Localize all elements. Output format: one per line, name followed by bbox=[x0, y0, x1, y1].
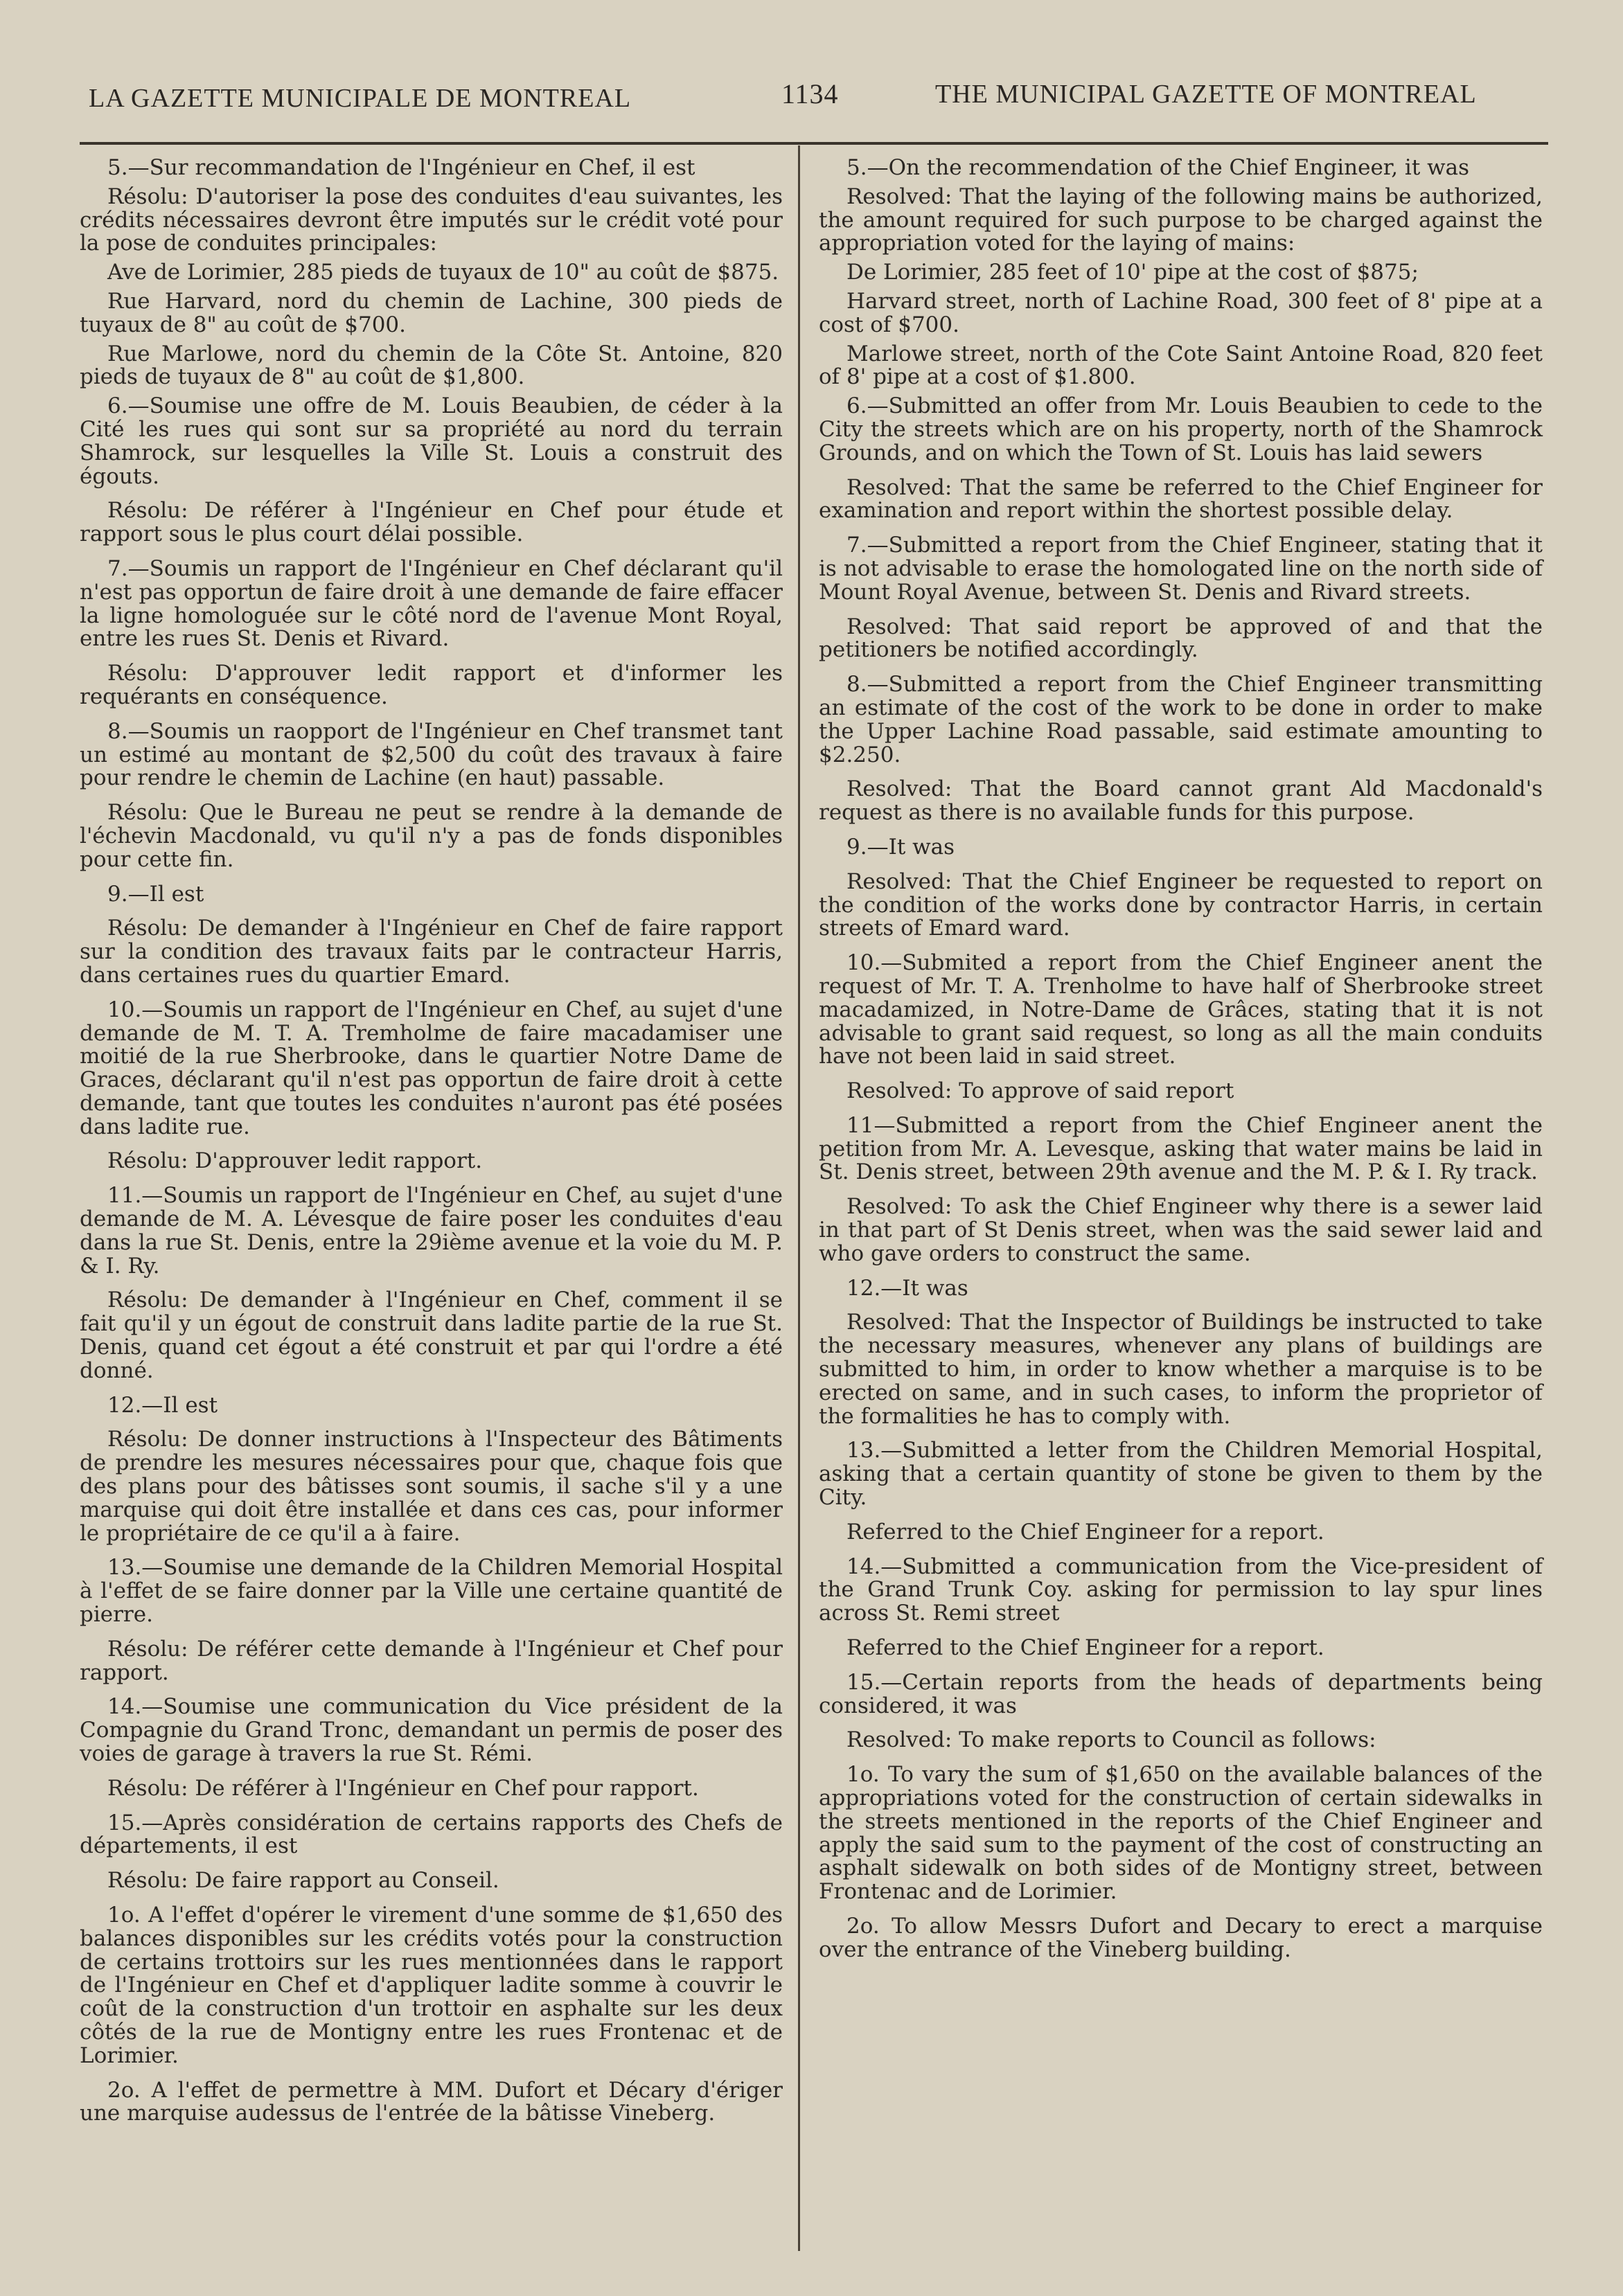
paragraph: Resolved: That the Board cannot grant Ald Macdonald's request as there is no available funds for this purpose. bbox=[819, 776, 1543, 826]
paragraph: Resolved: That the Chief Engineer be requested to report on the condition of the works done by contractor Harris, in certain streets of Emard ward. bbox=[819, 869, 1543, 941]
paragraph: 5.—Sur recommandation de l'Ingénieur en Chef, il est bbox=[107, 155, 695, 180]
paragraph: Résolu: De référer à l'Ingénieur en Chef pour rapport. bbox=[107, 1775, 699, 1801]
paragraph: 9.—It was bbox=[846, 834, 955, 860]
paragraph: 10.—Submited a report from the Chief Engineer anent the request of Mr. T. A. Trenholme to have half of Sherbrooke street macadamized, in Notre-Dame de Grâces, stating that it is not advisable to grant said request, so long as all the main conduits have not been laid in said street. bbox=[819, 950, 1543, 1069]
header-english-title: THE MUNICIPAL GAZETTE OF MONTREAL bbox=[935, 80, 1477, 109]
paragraph: 7.—Soumis un rapport de l'Ingénieur en Chef déclarant qu'il n'est pas opportun de faire droit à une demande de faire effacer la ligne homologuée sur le côté nord de l'avenue Mont Royal, entre les rues St. Denis et Rivard. bbox=[80, 555, 783, 652]
paragraph: 2o. A l'effet de permettre à MM. Dufort et Décary d'ériger une marquise audessus de l'entrée de la bâtisse Vineberg. bbox=[80, 2077, 783, 2126]
paragraph: Resolved: That said report be approved of and that the petitioners be notified accordingly. bbox=[819, 614, 1543, 663]
paragraph: 5.—On the recommendation of the Chief Engineer, it was bbox=[846, 155, 1470, 180]
paragraph: Résolu: De demander à l'Ingénieur en Chef de faire rapport sur la condition des travaux faits par le contracteur Harris, dans certaines rues du quartier Emard. bbox=[80, 916, 783, 988]
header-rule bbox=[80, 142, 1548, 145]
paragraph: Marlowe street, north of the Cote Saint Antoine Road, 820 feet of 8' pipe at a cost of $1.800. bbox=[819, 341, 1543, 390]
paragraph: Résolu: De donner instructions à l'Inspecteur des Bâtiments de prendre les mesures nécessaires pour que, chaque fois que des plans pour des bâtisses sont soumis, il sache s'il y a une marquise qui doit être installée et dans ces cas, pour informer le propriétaire de ce qu'il a à faire. bbox=[80, 1427, 783, 1546]
french-column bbox=[80, 157, 783, 2137]
paragraph: 10.—Soumis un rapport de l'Ingénieur en Chef, au sujet d'une demande de M. T. A. Tremholme de faire macadamiser une moitié de la rue Sherbrooke, dans le quartier Notre Dame de Graces, déclarant qu'il n'est pas opportun de faire droit à cette demande, tant que toutes les conduites n'auront pas été posées dans ladite rue. bbox=[80, 997, 783, 1139]
paragraph: 14.—Submitted a communication from the Vice-president of the Grand Trunk Coy. asking for permission to lay spur lines across St. Remi street bbox=[819, 1554, 1543, 1626]
paragraph: 11—Submitted a report from the Chief Engineer anent the petition from Mr. A. Levesque, asking that water mains be laid in St. Denis street, between 29th avenue and the M. P. & I. Ry track. bbox=[819, 1112, 1543, 1185]
paragraph: 1o. A l'effet d'opérer le virement d'une somme de $1,650 des balances disponibles sur les crédits votés pour la construction de certains trottoirs sur les rues mentionnées dans le rapport de l'Ingénieur en Chef et d'appliquer ladite somme à couvrir le coût de la construction d'un trottoir en asphalte sur les deux côtés de la rue de Montigny entre les rues Frontenac et de Lorimier. bbox=[80, 1903, 783, 2068]
paragraph: Resolved: To approve of said report bbox=[846, 1078, 1234, 1104]
paragraph: 15.—Après considération de certains rapports des Chefs de départements, il est bbox=[80, 1810, 783, 1859]
paragraph: Résolu: D'autoriser la pose des conduites d'eau suivantes, les crédits nécessaires devront être imputés sur le crédit voté pour la pose de conduites principales: bbox=[80, 184, 783, 256]
paragraph: Résolu: De référer à l'Ingénieur en Chef pour étude et rapport sous le plus court délai possible. bbox=[80, 498, 783, 547]
header-french-title: LA GAZETTE MUNICIPALE DE MONTREAL bbox=[89, 84, 632, 113]
paragraph: Referred to the Chief Engineer for a report. bbox=[846, 1635, 1324, 1661]
paragraph: Résolu: De demander à l'Ingénieur en Chef, comment il se fait qu'il y un égout de construit dans ladite partie de la rue St. Denis, quand cet égout a été construit et par qui l'ordre a été donné. bbox=[80, 1288, 783, 1383]
paragraph: Ave de Lorimier, 285 pieds de tuyaux de 10" au coût de $875. bbox=[107, 260, 779, 285]
paragraph: 13.—Submitted a letter from the Children Memorial Hospital, asking that a certain quantity of stone be given to them by the City. bbox=[819, 1438, 1543, 1511]
paragraph: Resolved: That the Inspector of Buildings be instructed to take the necessary measures, whenever any plans of buildings are submitted to him, in order to know whether a marquise is to be erected on same, and in such cases, to inform the proprietor of the formalities he has to comply with. bbox=[819, 1310, 1543, 1429]
paragraph: 6.—Soumise une offre de M. Louis Beaubien, de céder à la Cité les rues qui sont sur sa propriété au nord du terrain Shamrock, sur lesquelles la Ville St. Louis a construit des égouts. bbox=[80, 393, 783, 489]
paragraph: 2o. To allow Messrs Dufort and Decary to erect a marquise over the entrance of the Vineberg building. bbox=[819, 1914, 1543, 1962]
paragraph: Resolved: That the laying of the following mains be authorized, the amount required for such purpose to be charged against the appropriation voted for the laying of mains: bbox=[819, 184, 1543, 256]
paragraph: 13.—Soumise une demande de la Children Memorial Hospital à l'effet de se faire donner par la Ville une certaine quantité de pierre. bbox=[80, 1555, 783, 1628]
paragraph: 14.—Soumise une communication du Vice président de la Compagnie du Grand Tronc, demandant un permis de poser des voies de garage à travers la rue St. Rémi. bbox=[80, 1694, 783, 1767]
paragraph: 7.—Submitted a report from the Chief Engineer, stating that it is not advisable to erase the homologated line on the north side of Mount Royal Avenue, between St. Denis and Rivard streets. bbox=[819, 533, 1543, 605]
page-number: 1134 bbox=[781, 78, 839, 109]
paragraph: 12.—It was bbox=[846, 1275, 968, 1301]
paragraph: Rue Harvard, nord du chemin de Lachine, 300 pieds de tuyaux de 8" au coût de $700. bbox=[80, 288, 783, 337]
page-header bbox=[0, 78, 1623, 119]
paragraph: Resolved: To ask the Chief Engineer why there is a sewer laid in that part of St Denis street, when was the said sewer laid and who gave orders to construct the same. bbox=[819, 1194, 1543, 1266]
paragraph: De Lorimier, 285 feet of 10' pipe at the cost of $875; bbox=[846, 260, 1419, 285]
paragraph: Resolved: To make reports to Council as follows: bbox=[846, 1727, 1376, 1753]
paragraph: Résolu: D'approuver ledit rapport. bbox=[107, 1148, 483, 1174]
paragraph: 12.—Il est bbox=[107, 1392, 218, 1418]
paragraph: Harvard street, north of Lachine Road, 300 feet of 8' pipe at a cost of $700. bbox=[819, 288, 1543, 337]
column-divider bbox=[798, 145, 800, 2251]
paragraph: Resolved: That the same be referred to the Chief Engineer for examination and report within the shortest possible delay. bbox=[819, 474, 1543, 524]
paragraph: Rue Marlowe, nord du chemin de la Côte St. Antoine, 820 pieds de tuyaux de 8" au coût de $1,800. bbox=[80, 341, 783, 390]
paragraph: Résolu: Que le Bureau ne peut se rendre à la demande de l'échevin Macdonald, vu qu'il n'y a pas de fonds disponibles pour cette fin. bbox=[80, 800, 783, 872]
paragraph: Résolu: D'approuver ledit rapport et d'informer les requérants en conséquence. bbox=[80, 661, 783, 709]
paragraph: 8.—Soumis un raopport de l'Ingénieur en Chef transmet tant un estimé au montant de $2,500 du coût des travaux à faire pour rendre le chemin de Lachine (en haut) passable. bbox=[80, 718, 783, 791]
paragraph: 8.—Submitted a report from the Chief Engineer transmitting an estimate of the cost of the work to be done in order to make the Upper Lachine Road passable, said estimate amounting to $2.250. bbox=[819, 672, 1543, 767]
paragraph: Résolu: De faire rapport au Conseil. bbox=[107, 1868, 499, 1894]
paragraph: 9.—Il est bbox=[107, 881, 204, 907]
paragraph: 15.—Certain reports from the heads of departments being considered, it was bbox=[819, 1669, 1543, 1718]
paragraph: 11.—Soumis un rapport de l'Ingénieur en Chef, au sujet d'une demande de M. A. Lévesque de faire poser les conduites d'eau dans la rue St. Denis, entre la 29ième avenue et la voie du M. P. & I. Ry. bbox=[80, 1183, 783, 1279]
paragraph: Referred to the Chief Engineer for a report. bbox=[846, 1519, 1324, 1545]
paragraph: Résolu: De référer cette demande à l'Ingénieur et Chef pour rapport. bbox=[80, 1636, 783, 1685]
english-column bbox=[819, 157, 1543, 1973]
paragraph: 1o. To vary the sum of $1,650 on the available balances of the appropriations voted for the construction of certain sidewalks in the streets mentioned in the reports of the Chief Engineer and apply the said sum to the payment of the cost of constructing an asphalt sidewalk on both sides of de Montigny street, between Frontenac and de Lorimier. bbox=[819, 1762, 1543, 1905]
paragraph: 6.—Submitted an offer from Mr. Louis Beaubien to cede to the City the streets which are on his property, north of the Shamrock Grounds, and on which the Town of St. Louis has laid sewers bbox=[819, 393, 1543, 465]
